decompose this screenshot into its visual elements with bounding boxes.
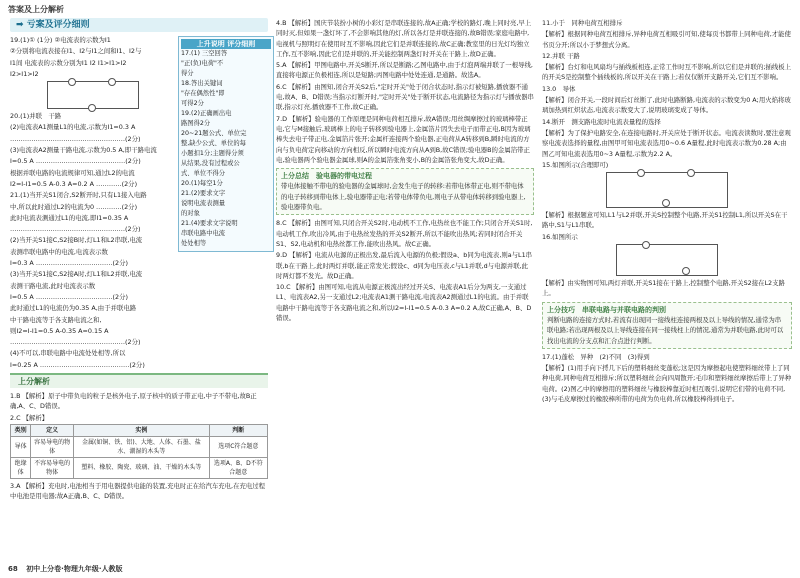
q19-line: ②分别将电流表接在I1、I2与I1之间和I1、I2与 [10, 47, 142, 56]
q21-line: I=0.25 A ……………………………………(2分) [10, 360, 145, 369]
q20-line: I2=I-I1=0.5 A-0.3 A=0.2 A …………(2分) [10, 179, 138, 188]
q19-block [10, 35, 176, 109]
q21-line: ………………………………………………(2分) [10, 338, 141, 347]
scoring-rule: "正(负)电荷"不 [181, 60, 224, 67]
scoring-rule: 路图得2分 [181, 120, 211, 127]
scoring-rule: 从结果,没有过程或公 [181, 160, 240, 167]
scoring-rule: 18.答出关键词 [181, 80, 223, 87]
page-number: 68 [8, 565, 18, 573]
table-header-row [11, 424, 268, 436]
analysis-12: 【解析】台灯和电风扇均与插线板相连,正常工作时互不影响,所以它们是并联的;插线板上的开关S是控制整个插线板的,所以开关在干路上;若仅仅断开支路开关,它们互不影响。 [542, 63, 792, 82]
answer-10: 10.C 【解析】由图可知,电流从电源正极流出经过开关S、电流表A1后分为两支,一支通过L1、电流表A2,另一支通过L2;电流表A1测干路电流,电流表A2测通过L1的电流。由于并联电路中干路电流等于各支路电流之和,所以I2=I-I1=0.5 A-0.3 A=0.2 A,故C正确,A、B、D错误。 [276, 283, 532, 323]
scoring-rule: 20.(1)每空1分 [181, 180, 223, 187]
q21-line: 21.(1)当开关S1闭合,S2断开时,只有L1接入电路 [10, 191, 147, 200]
table-row [11, 436, 268, 457]
q20-line: (2)电流表A1测量L1的电流,示数为I1=0.3 A [10, 123, 136, 132]
q16-circuit-diagram [616, 244, 718, 276]
answer-1: 1.B 【解析】原子中带负电的粒子是核外电子,原子核中的质子带正电,中子不带电,故B正确,A、C、D错误。 [10, 392, 257, 411]
table-cell: 选项A、B、D不符合题意 [209, 457, 267, 478]
q21-line: 表测干路电流,此时电流表示数 [10, 281, 96, 290]
table-header-cell: 定义 [31, 424, 74, 436]
scoring-rule: 20~21题公式、单位完 [181, 130, 247, 137]
q19-circuit-diagram [47, 81, 139, 109]
scoring-rule: 串联电路中电流 [181, 230, 226, 237]
scoring-rule: 说明电流表测量 [181, 200, 226, 207]
scoring-rule: 21.(4)要求文字说明 [181, 220, 238, 227]
table-cell: 导体 [11, 436, 31, 457]
tips-box [542, 302, 792, 349]
scoring-rule: 19.(2)正确画出电 [181, 110, 232, 117]
answer-3: 3.A 【解析】充电时,电池相当于用电器提供电能的装置,充电时正在给汽车充电,在充电过程中电池是用电器;故A正确,B、C、D错误。 [10, 481, 266, 501]
conductor-table [10, 424, 268, 479]
answer-5: 5.A 【解析】甲图电路中,开关S断开,所以是断路;乙图电路中,由于灯泡两端并联了一根导线,直接将电源正负极相连,所以是短路;丙图电路中处处连通,是通路。故选A。 [276, 61, 533, 80]
answer-8: 8.C 【解析】由图可知,只闭合开关S2时,电动机不工作,电热丝也不能工作;只闭合开关S1时,电动机工作,吹出冷风,由于电热丝发热的开关S2断开,所以不能吹出热风;若同时闭合开关S1、S2,电动机和电热丝都工作,能吹出热风。故C正确。 [276, 219, 533, 248]
table-cell: 容易导电的物体 [31, 436, 74, 457]
q20-line: 20.(1)并联 干路 [10, 112, 62, 121]
analysis-15: 【解析】根据题意可知,L1与L2并联,开关S控制整个电路,开关S1控制L1,所以开关S在干路中,S1与L1串联。 [542, 211, 788, 230]
scoring-rule: 处处相等 [181, 240, 207, 247]
analysis-13: 【解析】闭合开关,一段时间后灯丝断了,此时电路断路,电流表的示数变为0 A;用火焰将玻璃加热到红炽状态,电流表示数变大了,说明玻璃变成了导体。 [542, 96, 791, 115]
table-cell: 塑料、橡胶、陶瓷、玻璃、油、干燥的木头等 [74, 457, 209, 478]
answer-12: 12.并联 干路 [542, 51, 580, 60]
scoring-rule: 得分 [181, 70, 194, 77]
q20-block [10, 111, 176, 370]
scoring-rules-box [178, 36, 274, 252]
q21-line: 则I2=I-I1=0.5 A-0.35 A=0.15 A [10, 326, 109, 335]
tips-text: 判断电路的连接方式时,若流有出现同一接线柱连接两根及以上导线的情况,通常为串联电路;若出现两根及以上导线连接在同一接线柱上的情况,通常为并联电路,此时可以找出电流的分支点和汇合点进行判断。 [547, 315, 784, 345]
answer-16: 16.如图所示 [542, 232, 578, 241]
page-header: 答案及上分解析 [8, 5, 64, 14]
table-row [11, 457, 268, 478]
scoring-rule: 小题扣1分;主题得分须 [181, 150, 244, 157]
table-header-cell: 类别 [11, 424, 31, 436]
q19-20-21-answers [10, 35, 176, 370]
scoring-rule: 整,缺少公式、单位的每 [181, 140, 246, 147]
q21-line: I=0.3 A ………………………………(2分) [10, 259, 128, 268]
analysis-17: 【解析】(1)用手向下捋几下后的塑料细丝变蓬松;这是因为摩擦起电使塑料细丝带上了同种电荷,同种电荷互相排斥;所以塑料细丝会向四周散开;毛巾和塑料细丝摩擦后带上了异种电荷。(2)图乙中的摩擦用的塑料细丝与橡胶棒靠近时相互吸引,说明它们带的电荷不同,(3)与毛皮摩擦过的橡胶棒所带的电荷为负电荷,所以橡胶棒得到电子。 [542, 364, 792, 404]
q19-line: I2>I1>I2 [10, 69, 39, 78]
column-2 [276, 18, 534, 324]
table-cell: 选项C符合题意 [209, 436, 267, 457]
q21-line: (4)不可以,串联电路中电流处处相等,所以 [10, 349, 126, 358]
table-header-cell: 判断 [209, 424, 267, 436]
table-header-cell: 实例 [74, 424, 209, 436]
q20-line: (3)电流表A2测量干路电流,示数为0.5 A,即干路电流 [10, 146, 157, 155]
summary-box [276, 168, 534, 215]
analysis-16: 【解析】由实物图可知,两灯并联,开关S1接在干路上,控制整个电路,开关S2接在L2支路上。 [542, 279, 785, 298]
answer-7: 7.D 【解析】验电器的工作原理是同种电荷相互排斥,故A错误;用丝绸摩擦过的玻璃棒带正电,它与M接触后,玻璃棒上的电子转移到验电器上,金属箔片因失去电子而带正电,B因为玻璃棒失去电子带正电,金属箔片张开;金属杆连接两个验电器,正电荷从A转移到B,瞬时电流的方向与负电荷定向移动的方向相反,所以瞬时电流方向从A到B,故C错误;验电器B的金属箔带正电,验电器两个验电器金属球,则A的金属箔张角变小,B的金属箔张角变大,故D正确。 [276, 114, 531, 164]
q21-line: (3)当开关S1接C,S2接A时,灯L1和L2并联,电流 [10, 270, 143, 279]
answer-15: 15.如图所示(合理即可) [542, 160, 609, 169]
series-name: 初中上分卷·物理九年级·人教版 [26, 565, 123, 573]
answer-6: 6.C 【解析】由图知,闭合开关S2后,"定时开关"处于闭合状态时,指示灯被短路,播放器不通电,故A、B、D错误;当指示灯断开时,"定时开关"处于断开状态,电流路径为指示灯与播放器串联,指示灯亮,播放器不工作,故C正确。 [276, 82, 534, 112]
answer-14: 14.断开 测支路电流时电流表量程的选择 [542, 117, 661, 126]
q15-circuit-diagram [606, 172, 728, 208]
summary-text: 带电体接触不带电的验电器的金属球时,会发生电子的转移:若带电体带正电,则不带电体的电子转移到带电体上,验电器带正电;若带电体带负电,则电子从带电体转移到验电器上,验电器带负电。 [281, 182, 526, 212]
scoring-rule: 的对象 [181, 210, 200, 217]
table-cell: 金属(如铜、铁、铝)、大地、人体、石墨、盐水、潮湿的木头等 [74, 436, 209, 457]
q21-line: I=0.5 A ………………………………(2分) [10, 292, 128, 301]
column-3 [542, 18, 792, 405]
q21-line: 此时电流表测通过L1的电流,即I1=0.35 A [10, 213, 129, 222]
analysis-14: 【解析】为了保护电路安全,在连接电路时,开关应处于断开状态。电流表读数时,要注意观察电流表选择的量程,由图甲可知电流表选用0~0.6 A量程,此时电流表示数为0.28 A;由图乙可知电流表选用0~3 A量程,示数为2.2 A。 [542, 128, 791, 158]
q21-line: (2)当开关S1接C,S2接B时,灯L1和L2串联,电流 [10, 236, 143, 245]
answer-11: 11.小于 同种电荷互相排斥 [542, 19, 623, 27]
q19-line: 19.(1)① (1分) ②电流表的示数为I1 [10, 36, 111, 44]
section-title-bar: 上分解析 [10, 373, 268, 388]
q21-line: ………………………………………………(2分) [10, 225, 141, 234]
answer-4: 4.B 【解析】国庆节装扮小树的小彩灯是串联连接的,故A正确;学校的路灯,晚上同时亮,早上同时灭,但如果一盏灯坏了,不会影响其他的灯,所以各灯是并联连接的,故B错误;家庭电路中,电视机与照明灯在使用时互不影响,因此它们是并联连接的,故C正确;教室里的日光灯均独立工作,互不影响,因此它们是并联的,开关能控制两盏灯时开关在干路上,故D正确。 [276, 19, 532, 58]
q21-line: 表测串联电路中的电流,电流表示数 [10, 247, 108, 256]
page-footer [8, 564, 123, 574]
scoring-rule: "存在偶然性"即 [181, 90, 225, 97]
tips-title: 上分技巧 串联电路与并联电路的判别 [547, 305, 666, 314]
q20-line: 根据并联电路的电流规律可知,通过L2的电流 [10, 168, 135, 177]
scoring-rules-title: 上升说明 评分细则 [181, 39, 271, 49]
answer-2: 2.C 【解析】 [10, 413, 49, 422]
q20-line: I=0.5 A ……………………………………(2分) [10, 157, 141, 166]
scoring-rule: 17.(1) 三空回答 [181, 50, 228, 57]
table-cell: 绝缘体 [11, 457, 31, 478]
summary-title: 上分总结 验电器的带电过程 [281, 172, 372, 181]
answer-13: 13.0 导体 [542, 84, 576, 93]
q20-line: ………………………………………………(2分) [10, 134, 141, 143]
table-cell: 不容易导电的物体 [31, 457, 74, 478]
scoring-rule: 可得2分 [181, 100, 204, 107]
q21-line: 中干路电流等于各支路电流之和, [10, 315, 102, 324]
scoring-rule: 式、单位不得分 [181, 170, 226, 177]
q19-line: I1间 电流表的示数分别为I1 I2 I1>I1>I2 [10, 58, 127, 67]
scoring-rule: 21.(2)要求文字 [181, 190, 226, 197]
analysis-11: 【解析】根据同种电荷互相排斥,异种电荷互相吸引可知,使每页书都带上同种电荷,才能使书页分开;所以小于梦想式分离。 [542, 30, 791, 49]
q21-line: 此时通过L1的电流仍为0.35 A,由于并联电路 [10, 304, 137, 313]
q21-line: 中,所以此时通过L2的电流为0 …………(2分) [10, 202, 138, 211]
answer-17: 17.(1)蓬松 异种 (2)不同 (3)得到 [542, 352, 650, 361]
answer-9: 9.D 【解析】电流从电源的正极出发,最后流入电源的负极;假设a、b同为电流表,则a与L1串联,b在干路上,此时两灯并联,能正常发光;假设c、d同为电压表,c与L1并联,d与电源并联,此时两灯都不发光。故D正确。 [276, 251, 533, 280]
section-banner: ➡ 亏案及评分细则 [10, 18, 268, 32]
